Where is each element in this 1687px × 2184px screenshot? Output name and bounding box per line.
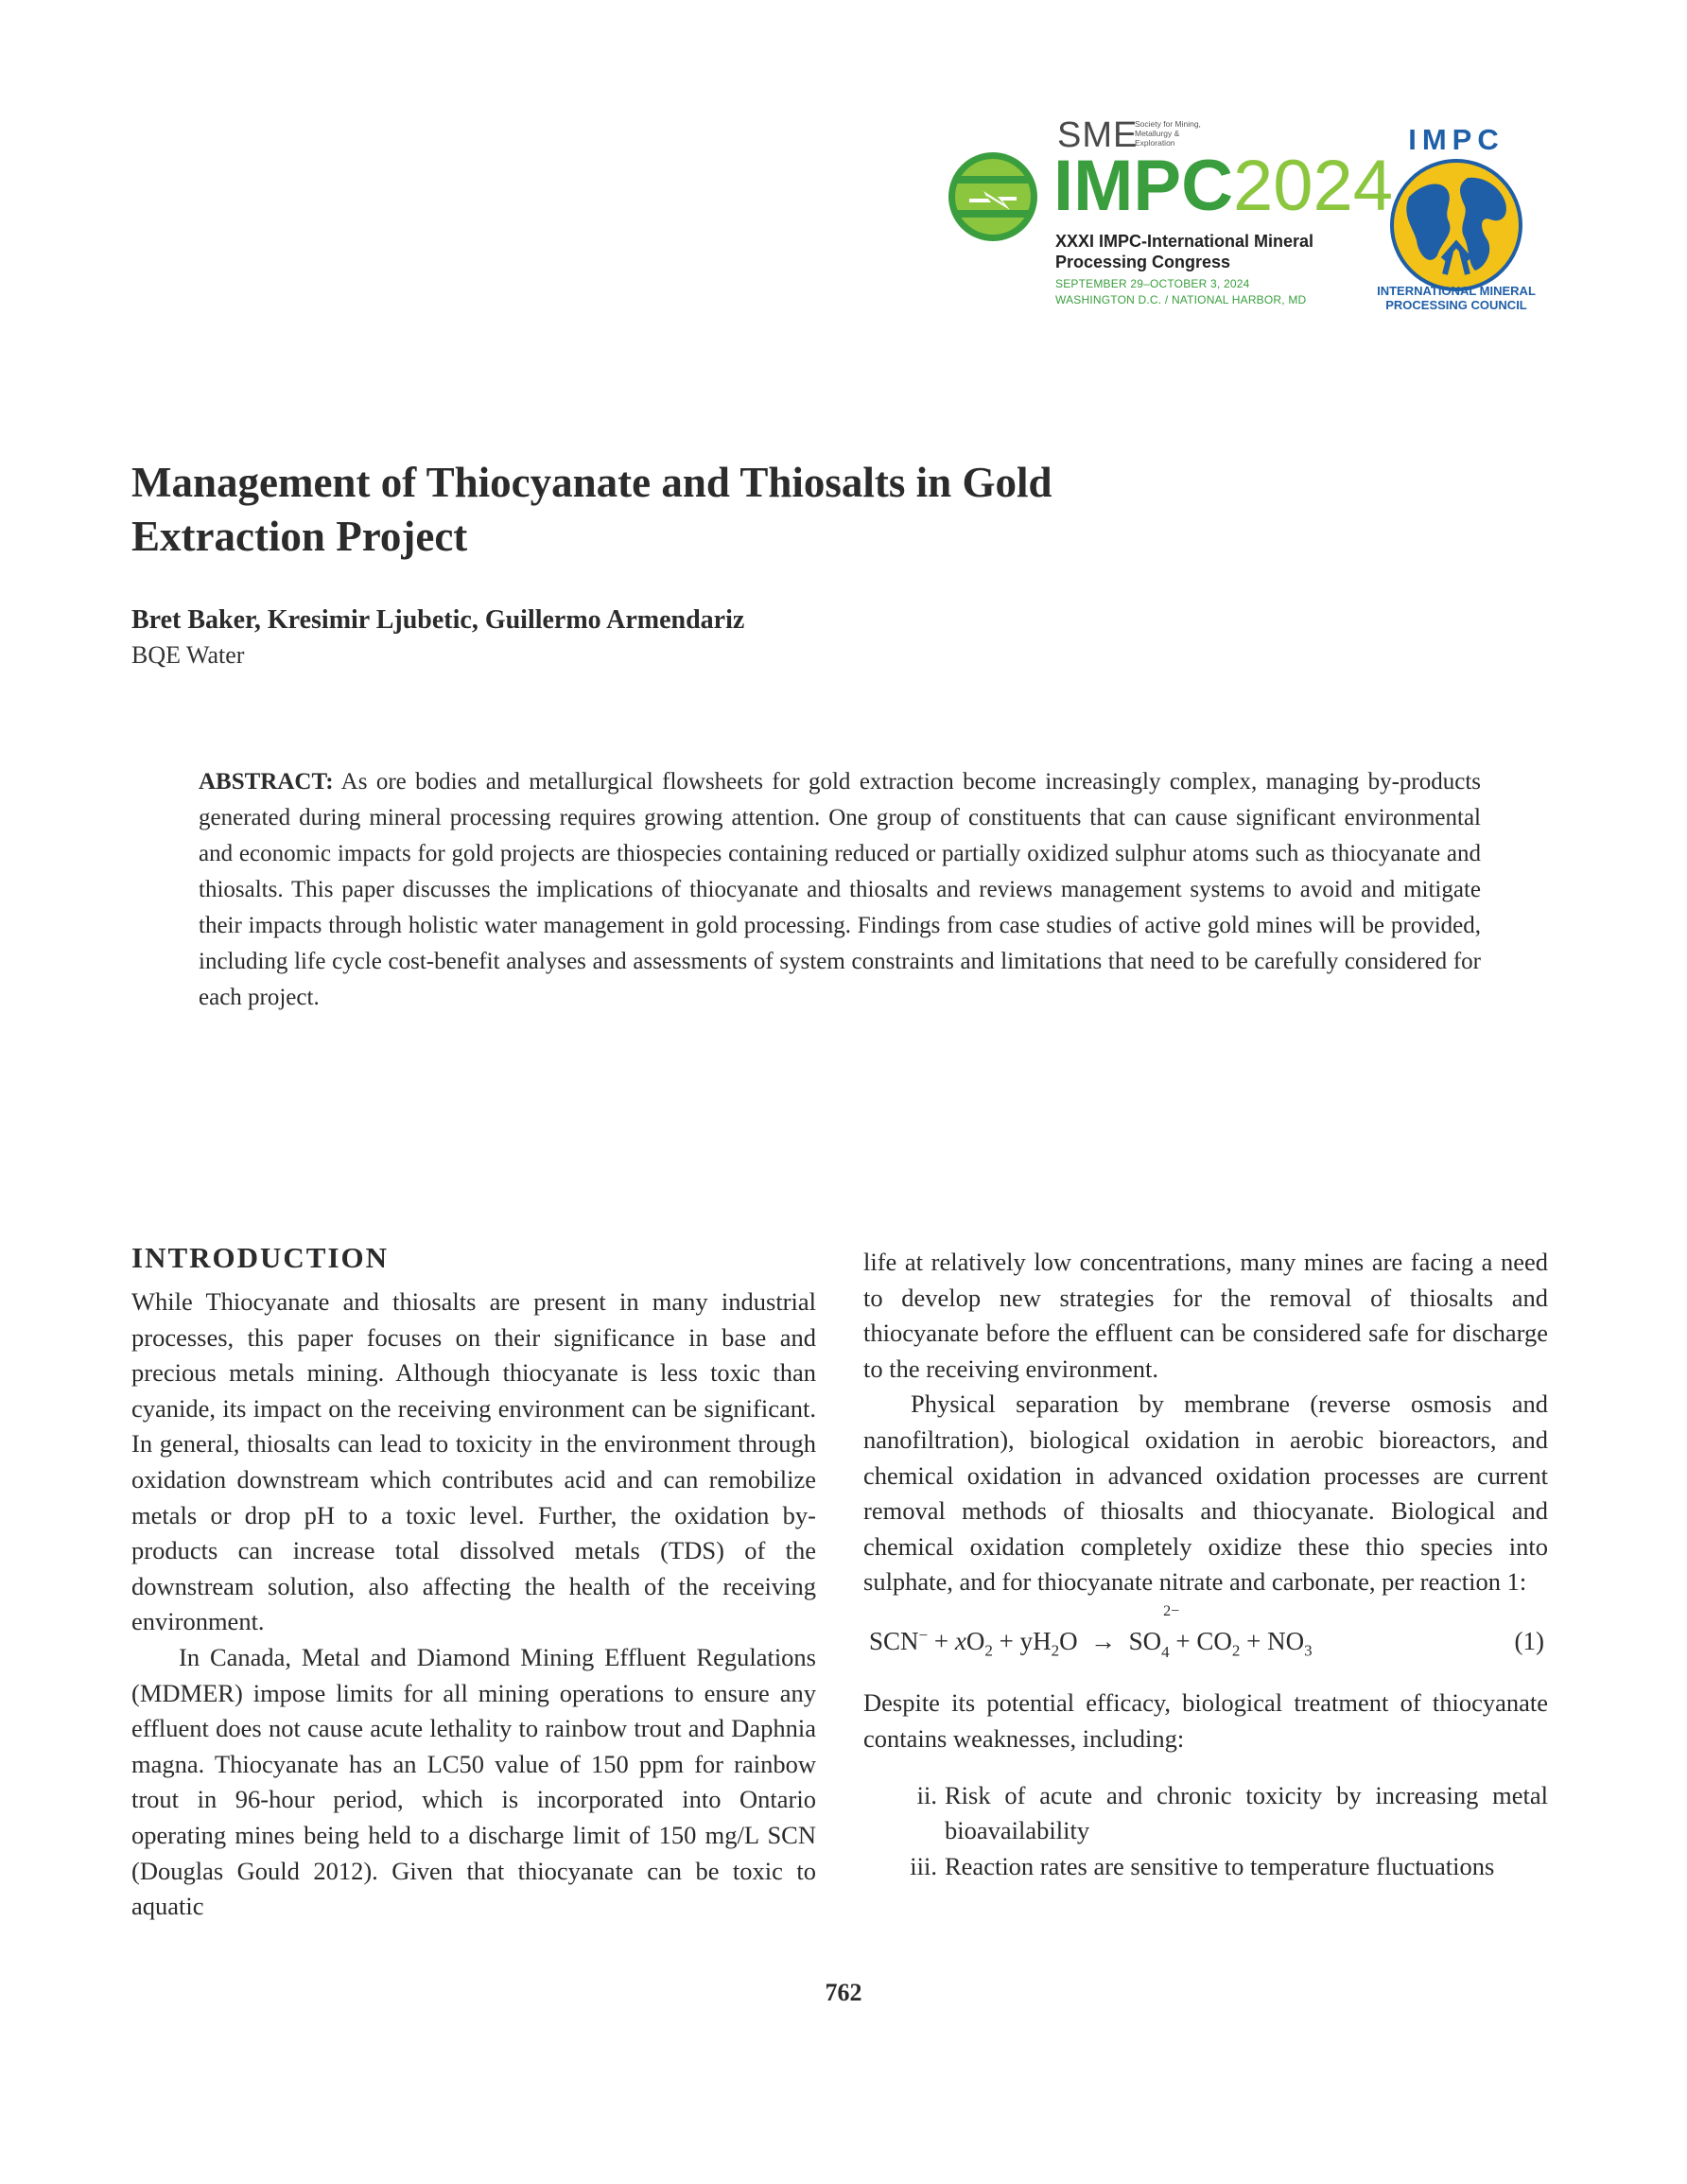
paper-title: Management of Thiocyanate and Thiosalts in Gold Extraction Project [131,459,1052,560]
list-marker: iii. [910,1851,937,1880]
paragraph-1: While Thiocyanate and thiosalts are present in many industrial processes, this paper focuses on their significance in base and precious metals mining. Although thiocyanate is less toxic than cyanide, its impact on the receiving environment can be significant. In general, thiosalts can lead to toxicity in the environment through oxidation downstream which contributes acid and can remobilize metals or drop pH to a toxic level. Further, the oxidation by-products can increase total dissolved metals (TDS) of the downstream solution, also affecting the health of the receiving environment. [131,1287,816,1636]
list-item [863,1778,1548,1849]
equation-1 [869,1602,1548,1674]
council-name: INTERNATIONAL MINERAL PROCESSING COUNCIL [1377,284,1536,312]
sme-wordmark: SME [1057,115,1139,155]
section-heading-introduction: INTRODUCTION [131,1241,390,1274]
list-marker: ii. [916,1780,937,1809]
list-item-text: Reaction rates are sensitive to temperature fluctuations [945,1851,1495,1880]
abstract-text: As ore bodies and metallurgical flowsheets for gold extraction become increasingly complex, managing by-products generated during mineral processing requires growing attention. One group of constituents that can cause significant environmental and economic impacts for gold projects are thiospecies containing reduced or partially oxidized sulphur atoms such as thiocyanate and thiosalts. This paper discusses the implications of thiocyanate and thiosalts and reviews management systems to avoid and mitigate their impacts through holistic water management in gold processing. Findings from case studies of active gold mines will be provided, including life cycle cost-benefit analyses and assessments of system constraints and limitations that need to be carefully considered for each project. [199,769,1481,1010]
paragraph-2: In Canada, Metal and Diamond Mining Effluent Regulations (MDMER) impose limits for all mining operations to ensure any effluent does not cause acute lethality to rainbow trout and Daphnia magna. Thiocyanate has an LC50 value of 150 ppm for rainbow trout in 96-hour period, which is incorporated into Ontario operating mines being held to a discharge limit of 150 mg/L SCN (Douglas Gould 2012). Given that thiocyanate can be toxic to aquatic [131,1642,816,1921]
equation-number: (1) [1514,1626,1544,1655]
equation-body: $SCN^- + xO_2 + yH_2O$ → SO 2− $_4 + CO_2 + NO_3$ [869,1602,1313,1661]
page-number: 762 [825,1979,862,2006]
weakness-list [863,1778,1548,1885]
paper-authors: Bret Baker, Kresimir Ljubetic, Guillermo Armendariz [131,605,745,635]
author-affiliation: BQE Water [131,641,245,669]
impc2024-logo [946,114,1394,322]
left-column [131,1239,816,1925]
impc-green-globe-icon [946,149,1040,244]
impc-council-logo [1362,123,1551,322]
council-globe-icon [1388,157,1524,293]
list-item-text: Risk of acute and chronic toxicity by increasing metal bioavailability [945,1780,1548,1845]
impc2024-wordmark: IMPC2024 [1053,146,1394,226]
paragraph-3: life at relatively low concentrations, many mines are facing a need to develop new strategies for the removal of thiosalts and thiocyanate before the effluent can be considered safe for discharge to the receiving environment. [863,1248,1548,1383]
paragraph-4: Physical separation by membrane (reverse osmosis and nanofiltration), biological oxidation in aerobic bioreactors, and chemical oxidation in advanced oxidation processes are current removal methods of thiosalts and thiocyanate. Biological and chemical oxidation completely oxidize these thio species into sulphate, and for thiocyanate nitrate and carbonate, per reaction 1: [863,1389,1548,1597]
congress-dates: SEPTEMBER 29–OCTOBER 3, 2024 WASHINGTON D.C. / NATIONAL HARBOR, MD [1055,277,1307,306]
abstract [199,764,1481,1016]
list-item [863,1849,1548,1885]
right-column [863,1245,1548,1884]
congress-name: XXXI IMPC-International Mineral Processing Congress [1055,232,1314,271]
council-logo-title: IMPC [1408,123,1504,156]
abstract-label: ABSTRACT: [199,769,334,795]
paragraph-5: Despite its potential efficacy, biological treatment of thiocyanate contains weaknesses, including: [863,1688,1548,1753]
sme-subtitle: Society for Mining, Metallurgy & Exploration [1135,119,1201,148]
